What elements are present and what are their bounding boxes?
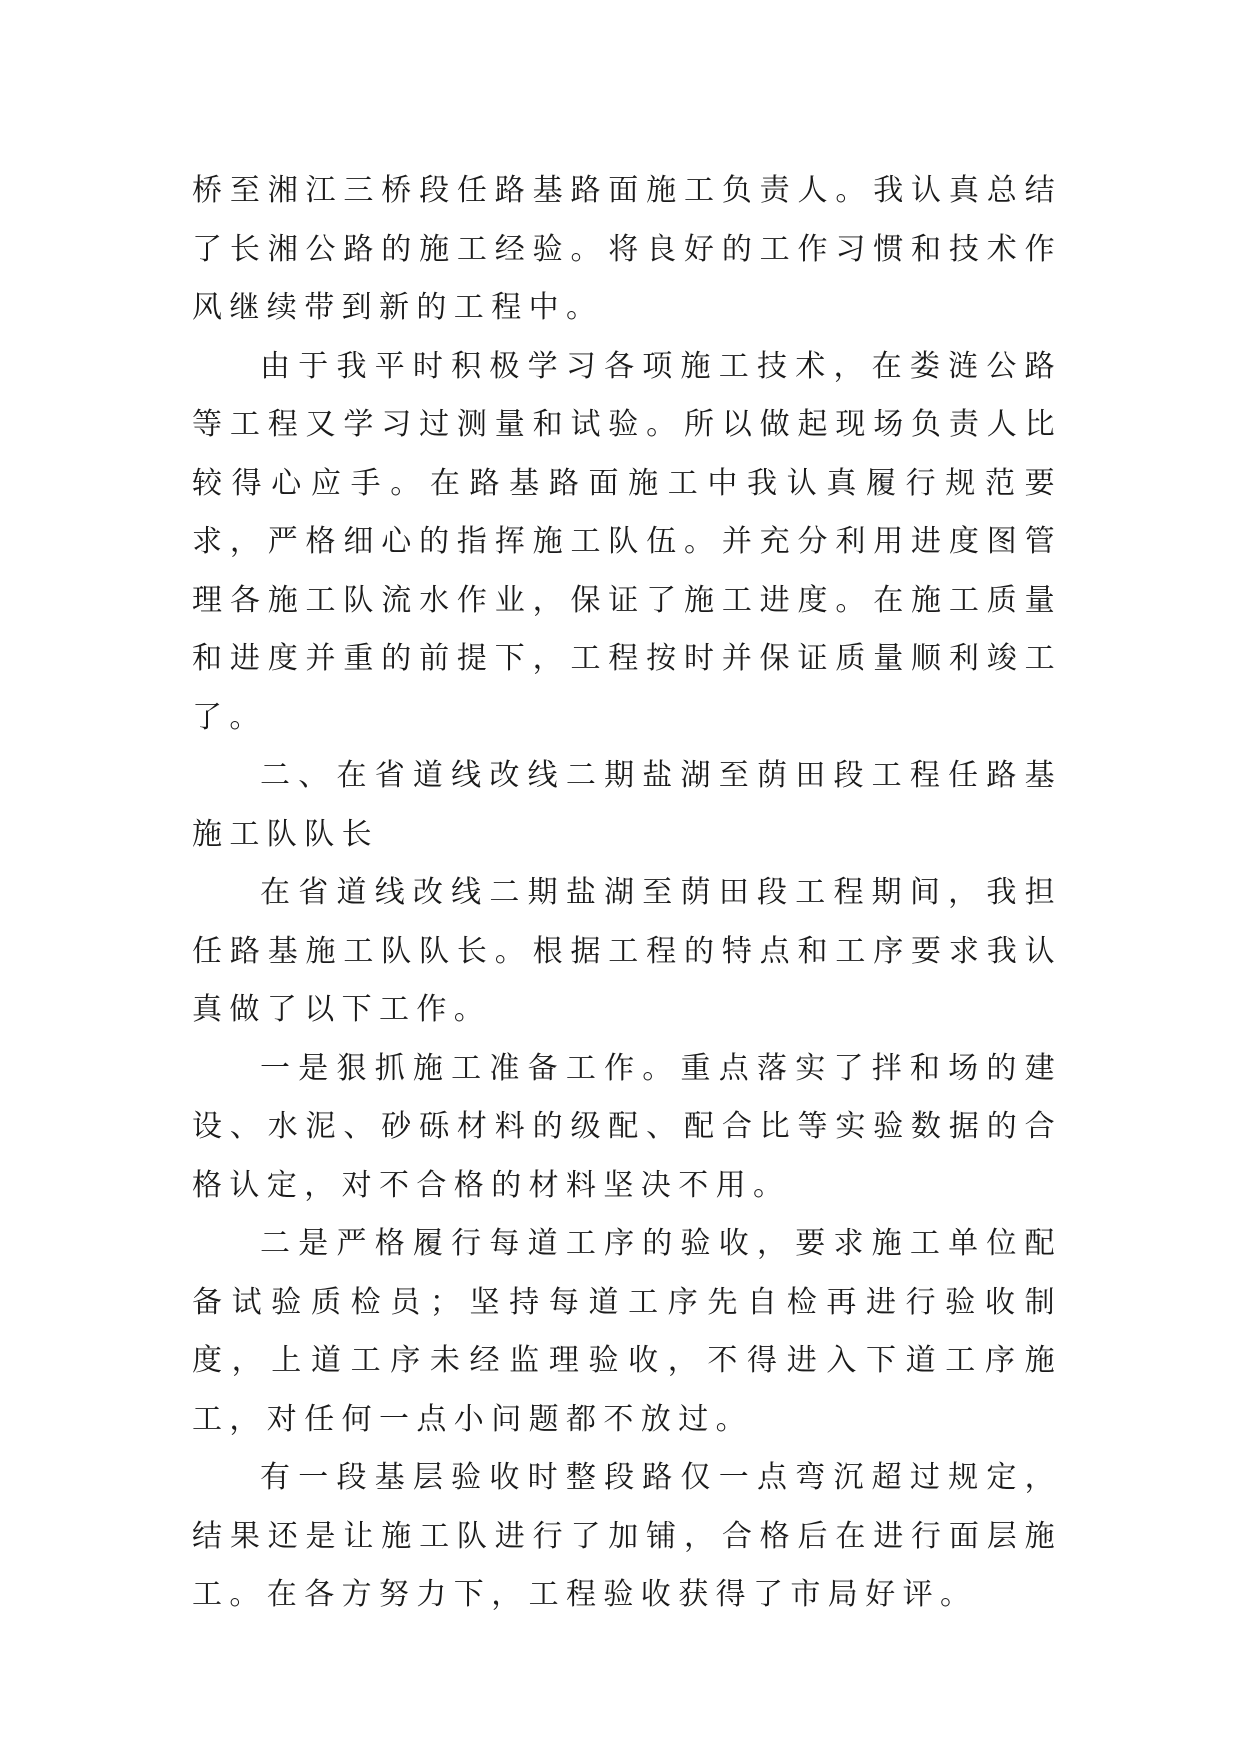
section-heading: 二、在省道线改线二期盐湖至荫田段工程任路基施工队队长	[192, 758, 1062, 852]
paragraph: 一是狠抓施工准备工作。重点落实了拌和场的建设、水泥、砂砾材料的级配、配合比等实验数据的合格认定，对不合格的材料坚决不用。	[192, 1050, 1062, 1203]
paragraph: 在省道线改线二期盐湖至荫田段工程期间，我担任路基施工队队长。根据工程的特点和工序要求我认真做了以下工作。	[192, 875, 1062, 1027]
paragraph: 二是严格履行每道工序的验收，要求施工单位配备试验质检员；坚持每道工序先自检再进行验收制度，上道工序未经监理验收，不得进入下道工序施工，对任何一点小问题都不放过。	[192, 1226, 1062, 1437]
paragraph-continuation: 桥至湘江三桥段任路基路面施工负责人。我认真总结了长湘公路的施工经验。将良好的工作习惯和技术作风继续带到新的工程中。	[192, 173, 1062, 325]
paragraph: 由于我平时积极学习各项施工技术，在娄涟公路等工程又学习过测量和试验。所以做起现场负责人比较得心应手。在路基路面施工中我认真履行规范要求，严格细心的指挥施工队伍。并充分利用进度图管理各施工队流水作业，保证了施工进度。在施工质量和进度并重的前提下，工程按时并保证质量顺利竣工了。	[192, 348, 1062, 735]
document-body	[192, 162, 1062, 1625]
paragraph: 有一段基层验收时整段路仅一点弯沉超过规定，结果还是让施工队进行了加铺，合格后在进行面层施工。在各方努力下，工程验收获得了市局好评。	[192, 1460, 1062, 1612]
